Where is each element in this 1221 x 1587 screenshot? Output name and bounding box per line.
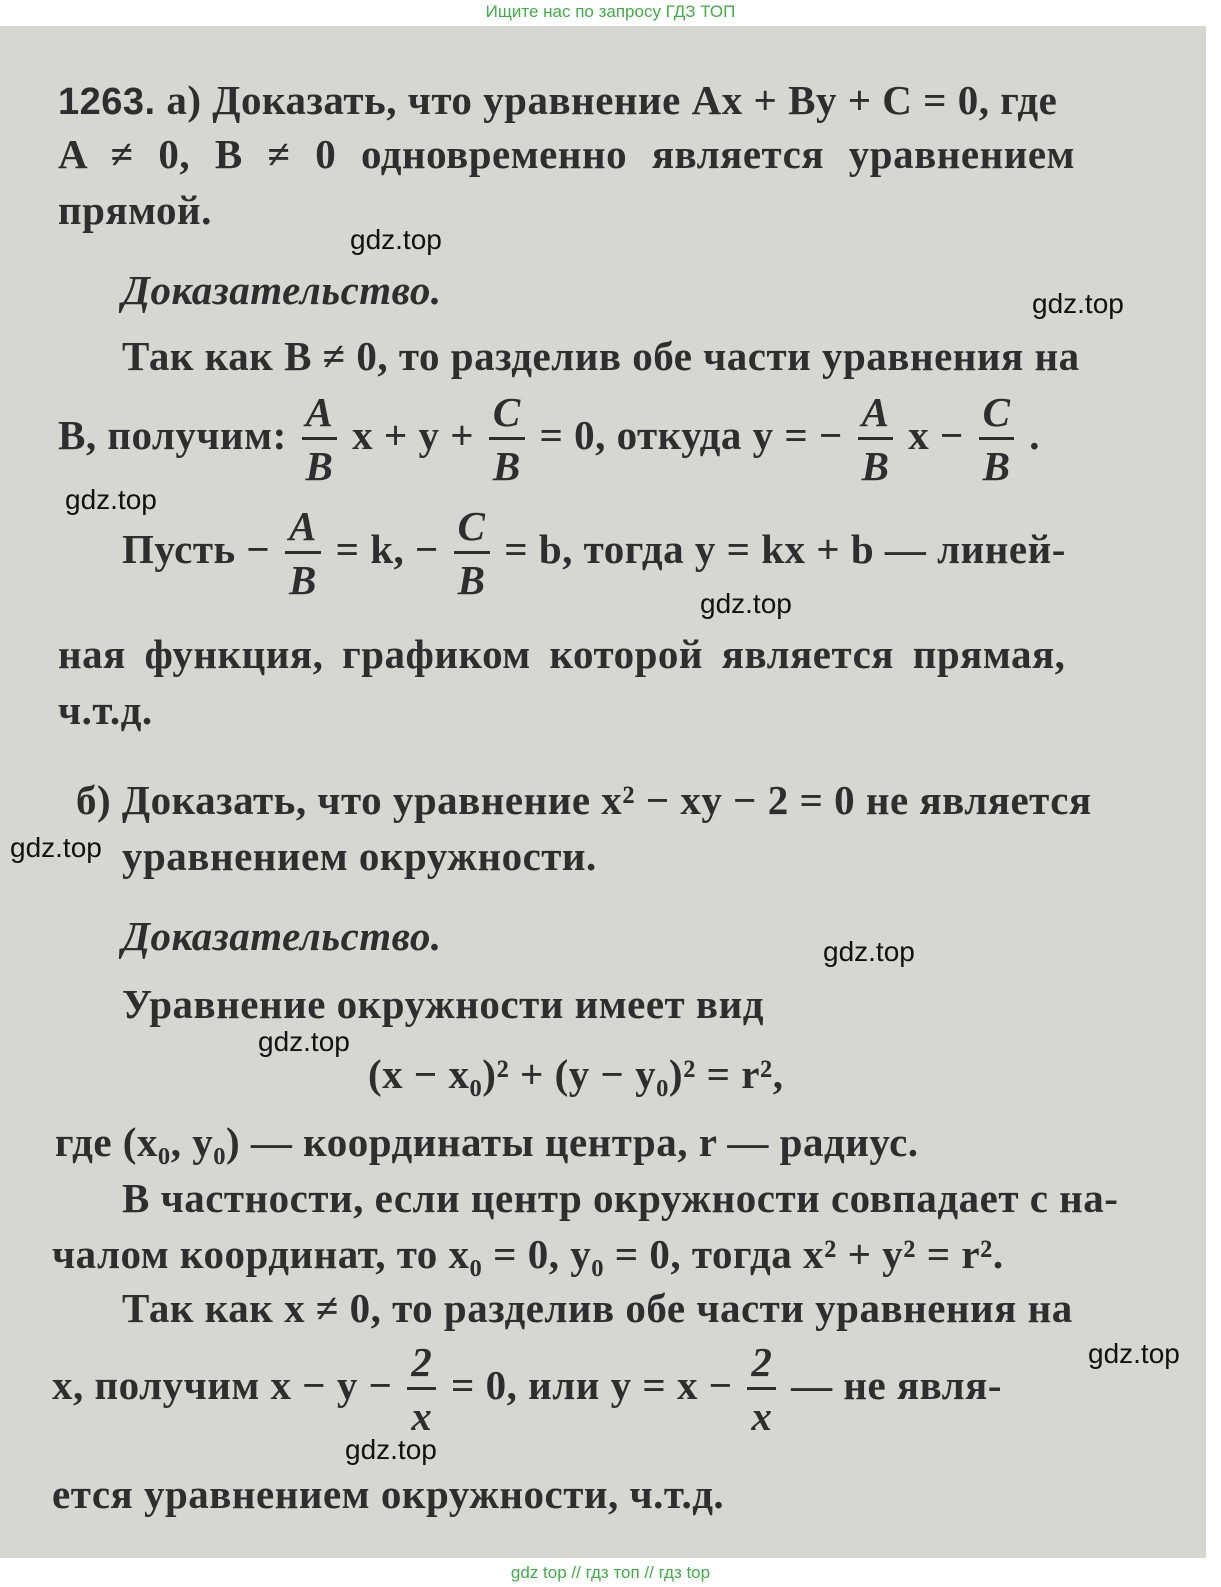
circle-equation: (x − x₀)² + (y − y₀)² = r²,: [368, 1051, 784, 1097]
part-b-line-2: уравнением окружности.: [122, 833, 597, 879]
frac-numerator: 2: [747, 1342, 776, 1390]
frac-denominator: x: [751, 1393, 773, 1439]
frac-numerator: A: [858, 392, 894, 440]
frac-denominator: B: [289, 557, 317, 603]
part-a-line-1: а) Доказать, что уравнение Ax + By + C = 0, где: [166, 77, 1058, 123]
part-b-line-1: б) Доказать, что уравнение x² − xy − 2 = 0 не является: [76, 777, 1092, 823]
frac-numerator: C: [979, 392, 1015, 440]
line5-end: .: [1029, 411, 1040, 458]
fraction-a-over-b: [302, 389, 338, 489]
watermark: gdz.top: [65, 484, 157, 515]
part-a-line-7: ная функция, графиком которой является прямая,: [58, 631, 1066, 677]
fraction-2-over-x: [747, 1339, 776, 1439]
frac-numerator: A: [302, 392, 338, 440]
fraction-c-over-b: [454, 503, 490, 603]
part-a-line-2: A ≠ 0, B ≠ 0 одновременно является уравнением: [58, 131, 1075, 177]
frac-numerator: C: [454, 506, 490, 554]
top-banner[interactable]: Ищите нас по запросу ГДЗ ТОП: [485, 2, 736, 21]
fraction-a-over-b: [285, 503, 321, 603]
watermark: gdz.top: [10, 832, 102, 863]
frac-denominator: B: [982, 443, 1011, 489]
fraction-c-over-b: [979, 389, 1015, 489]
part-a-line-4: Так как B ≠ 0, то разделив обе части уравнения на: [122, 333, 1080, 379]
problem-number: 1263.: [58, 81, 156, 123]
frac-denominator: B: [305, 443, 334, 489]
line8-end: — не явля-: [791, 1361, 1003, 1408]
line8-start: x, получим x − y −: [52, 1361, 393, 1408]
watermark: gdz.top: [1032, 288, 1124, 319]
frac-numerator: A: [285, 506, 321, 554]
watermark: gdz.top: [345, 1434, 437, 1465]
watermark: gdz.top: [823, 936, 915, 967]
watermark: gdz.top: [258, 1026, 350, 1057]
part-a-line-5: [58, 389, 1040, 489]
line8-mid: = 0, или y = x −: [450, 1361, 733, 1408]
frac-denominator: B: [861, 443, 890, 489]
frac-denominator: B: [457, 557, 486, 603]
line5-mid3: x −: [908, 411, 964, 458]
frac-denominator: x: [411, 1393, 433, 1439]
frac-denominator: B: [492, 443, 521, 489]
part-b-line-9: ется уравнением окружности, ч.т.д.: [52, 1471, 725, 1517]
fraction-c-over-b: [489, 389, 525, 489]
part-b-line-6: чалом координат, то x₀ = 0, y₀ = 0, тогда x² + y² = r².: [52, 1231, 1004, 1277]
fraction-2-over-x: [407, 1339, 436, 1439]
watermark: gdz.top: [1088, 1338, 1180, 1369]
part-b-proof-heading: Доказательство.: [122, 913, 442, 959]
part-b-line-4: где (x₀, y₀) — координаты центра, r — радиус.: [55, 1119, 919, 1165]
line5-start: B, получим:: [58, 411, 287, 458]
part-b-line-8: [52, 1339, 1003, 1439]
part-b-line-3: Уравнение окружности имеет вид: [122, 981, 764, 1027]
part-a-proof-heading: Доказательство.: [122, 267, 442, 313]
line6-start: Пусть −: [122, 525, 271, 572]
part-b-line-5: В частности, если центр окружности совпадает с на-: [122, 1175, 1119, 1221]
part-a-line-8: ч.т.д.: [58, 687, 153, 733]
watermark: gdz.top: [700, 588, 792, 619]
part-a-line-3: прямой.: [58, 187, 212, 233]
line6-mid1: = k, −: [335, 525, 439, 572]
watermark: gdz.top: [350, 224, 442, 255]
line6-end: = b, тогда y = kx + b — линей-: [504, 525, 1066, 572]
fraction-a-over-b: [858, 389, 894, 489]
part-a-line-6: [122, 503, 1066, 603]
frac-numerator: 2: [407, 1342, 436, 1390]
part-b-line-7: Так как x ≠ 0, то разделив обе части уравнения на: [122, 1285, 1073, 1331]
bottom-banner[interactable]: gdz top // гдз топ // гдз top: [510, 1563, 711, 1582]
textbook-page: [0, 26, 1206, 1558]
frac-numerator: C: [489, 392, 525, 440]
line5-mid1: x + y +: [352, 411, 475, 458]
problem-line-1: [58, 76, 1057, 124]
line5-mid2: = 0, откуда y = −: [539, 411, 843, 458]
